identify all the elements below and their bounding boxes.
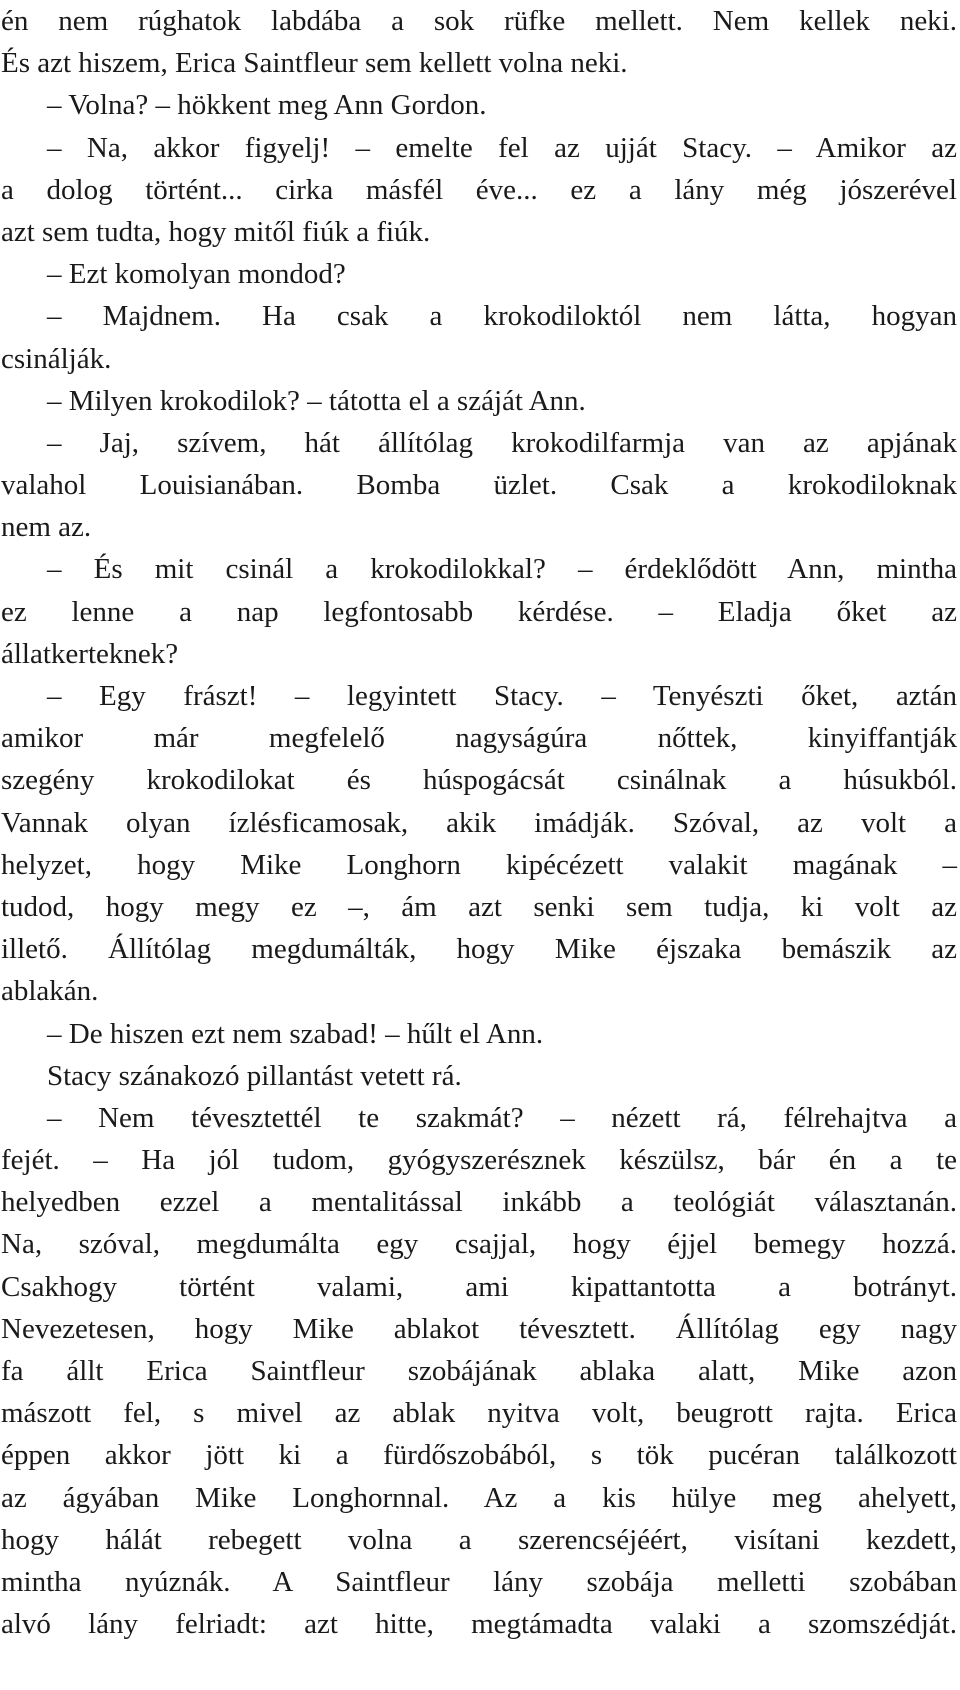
text-line: ablakán. [1,975,99,1008]
text-line: – Na, akkor figyelj! – emelte fel az ujját Stacy. – Amikor az [47,131,957,164]
text-line: – Nem tévesztettél te szakmát? – nézett rá, félrehajtva a [47,1101,957,1134]
text-line: Csakhogy történt valami, ami kipattantotta a botrányt. [1,1270,957,1303]
text-line: éppen akkor jött ki a fürdőszobából, s tök pucéran találkozott [1,1439,957,1472]
text-line: állatkerteknek? [1,637,179,670]
text-line: valahol Louisianában. Bomba üzlet. Csak a krokodiloknak [1,469,957,502]
text-line: helyzet, hogy Mike Longhorn kipécézett valakit magának – [1,848,957,881]
text-line: illető. Állítólag megdumálták, hogy Mike éjszaka bemászik az [1,933,957,966]
text-line: – Ezt komolyan mondod? [47,258,346,291]
text-line: én nem rúghatok labdába a sok rüfke mellett. Nem kellek neki. [1,5,957,37]
text-line: – Majdnem. Ha csak a krokodiloktól nem látta, hogyan [47,300,957,333]
text-line: mászott fel, s mivel az ablak nyitva volt, beugrott rajta. Erica [1,1397,957,1430]
text-line: alvó lány felriadt: azt hitte, megtámadta valaki a szomszédját. [1,1608,957,1641]
text-line: – Jaj, szívem, hát állítólag krokodilfarmja van az apjának [47,426,957,459]
text-line: ez lenne a nap legfontosabb kérdése. – Eladja őket az [1,595,957,628]
text-line: fejét. – Ha jól tudom, gyógyszerésznek készülsz, bár én a te [1,1144,957,1177]
text-line: helyedben ezzel a mentalitással inkább a teológiát választanán. [1,1186,957,1219]
text-line: – Egy frászt! – legyintett Stacy. – Tenyészti őket, aztán [47,680,957,712]
text-line: Stacy szánakozó pillantást vetett rá. [47,1059,462,1092]
text-line: azt sem tudta, hogy mitől fiúk a fiúk. [1,215,431,248]
text-line: – Volna? – hökkent meg Ann Gordon. [47,89,487,122]
text-line: hogy hálát rebegett volna a szerencséjéért, visítani kezdett, [1,1523,957,1556]
text-line: csinálják. [1,342,112,375]
text-line: Vannak olyan ízlésficamosak, akik imádják. Szóval, az volt a [1,806,957,839]
text-line: tudod, hogy megy ez –, ám azt senki sem tudja, ki volt az [1,890,957,923]
text-line: a dolog történt... cirka másfél éve... ez a lány még jószerével [1,173,957,206]
text-line: az ágyában Mike Longhornnal. Az a kis hülye meg ahelyett, [1,1481,957,1514]
text-line: amikor már megfelelő nagyságúra nőttek, kinyiffantják [1,722,957,755]
text-line: Na, szóval, megdumálta egy csajjal, hogy éjjel bemegy hozzá. [1,1228,957,1261]
text-line: – De hiszen ezt nem szabad! – hűlt el Ann. [47,1017,544,1050]
text-line: mintha nyúznák. A Saintfleur lány szobája melletti szobában [1,1565,957,1598]
text-line: És azt hiszem, Erica Saintfleur sem kellett volna neki. [1,47,628,80]
text-line: nem az. [1,511,92,544]
text-line: Nevezetesen, hogy Mike ablakot tévesztett. Állítólag egy nagy [1,1312,957,1345]
text-line: szegény krokodilokat és húspogácsát csinálnak a húsukból. [1,764,957,797]
text-line: – És mit csinál a krokodilokkal? – érdeklődött Ann, mintha [47,553,957,586]
text-line: fa állt Erica Saintfleur szobájának ablaka alatt, Mike azon [1,1355,957,1387]
text-line: – Milyen krokodilok? – tátotta el a száját Ann. [47,384,586,417]
